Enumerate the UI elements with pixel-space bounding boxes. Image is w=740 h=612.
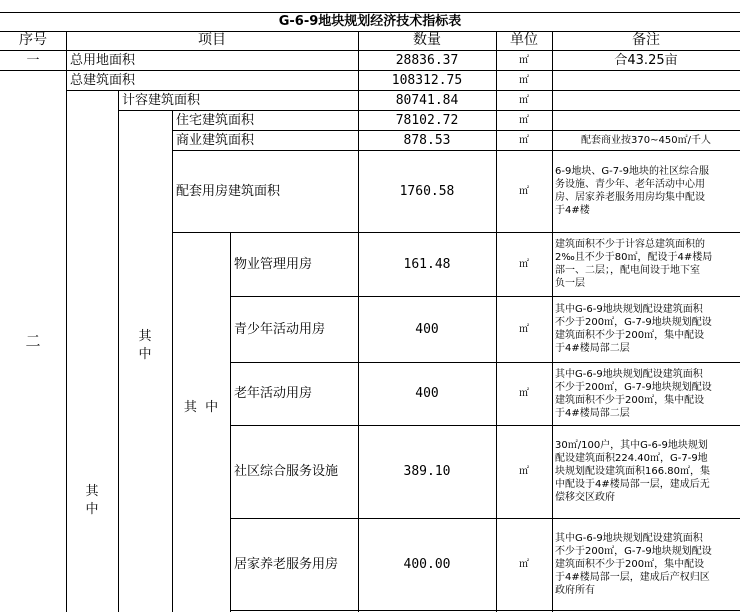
header-unit: 单位 (510, 32, 538, 48)
row11-item: 居家养老服务用房 (234, 556, 339, 572)
row8-qty: 400 (415, 321, 439, 337)
header-item: 项目 (198, 32, 226, 48)
row4-unit: ㎡ (519, 114, 529, 126)
header-note: 备注 (632, 32, 660, 48)
row2-unit: ㎡ (519, 74, 529, 86)
table-title: G-6-9地块规划经济技术指标表 (278, 14, 462, 29)
row1-unit: ㎡ (519, 54, 529, 66)
row10-qty: 389.10 (403, 464, 451, 479)
row10-item: 社区综合服务设施 (234, 464, 339, 479)
row9-unit: ㎡ (519, 388, 529, 399)
row8-note: 其中G-6-9地块规划配设建筑面积 不少于200㎡，G-7-9地块规划配设 建筑面积不少于200㎡，集中配设 于4#楼局部二层 (555, 304, 712, 354)
row1-note: 合43.25亩 (614, 52, 678, 68)
row11-note: 其中G-6-9地块规划配设建筑面积 不少于200㎡，G-7-9地块规划配设 建筑面积不少于200㎡，集中配设 于4#楼局部一层，建成后产权归区 政府所有 (555, 532, 712, 596)
row6-unit: ㎡ (519, 185, 529, 197)
row11-qty: 400.00 (403, 556, 451, 572)
row1-seq: 一 (26, 52, 40, 68)
row6-item: 配套用房建筑面积 (176, 183, 281, 199)
row5-qty: 878.53 (403, 132, 451, 148)
row5-note: 配套商业按370~450㎡/千人 (581, 134, 711, 146)
row5-item: 商业建筑面积 (176, 132, 255, 148)
row10-note: 30㎡/100户，其中G-6-9地块规划 配设建筑面积224.40㎡，G-7-9地 块规划配设建筑面积166.80㎡，集 中配设于4#楼局部一层，建成后无 偿移交区政府 (555, 440, 710, 503)
row3-unit: ㎡ (519, 94, 529, 106)
row2-item: 总建筑面积 (70, 72, 136, 88)
row1-item: 总用地面积 (70, 52, 136, 68)
row7-qty: 161.48 (403, 256, 451, 272)
row6-note: 6-9地块、G-7-9地块的社区综合服 务设施、青少年、老年活动中心用 房、居家养老服务用房均集中配设 于4#楼 (555, 166, 710, 216)
row9-note: 其中G-6-9地块规划配设建筑面积 不少于200㎡，G-7-9地块规划配设 建筑面积不少于200㎡，集中配设 于4#楼局部二层 (555, 368, 712, 419)
row8-item: 青少年活动用房 (234, 321, 326, 337)
row6-qty: 1760.58 (399, 183, 455, 199)
row4-item: 住宅建筑面积 (176, 112, 255, 128)
row1-qty: 28836.37 (395, 52, 459, 68)
row5-unit: ㎡ (519, 134, 529, 146)
row3-qty: 80741.84 (395, 92, 459, 108)
row9-item: 老年活动用房 (234, 386, 313, 401)
header-seq: 序号 (19, 32, 47, 48)
row7-unit: ㎡ (519, 258, 529, 270)
row9-qty: 400 (415, 386, 439, 401)
row3-item: 计容建筑面积 (122, 92, 201, 108)
row7-note: 建筑面积不少于计容总建筑面积的 2‰且不少于80㎡，配设于4#楼局 部一、二层；，配电间设于地下室 负一层 (555, 239, 713, 289)
row8-unit: ㎡ (519, 323, 529, 335)
grid-line (230, 610, 740, 611)
header-qty: 数量 (413, 32, 441, 48)
section-2-seq: 二 (25, 331, 41, 350)
row11-unit: ㎡ (519, 558, 529, 570)
group-qizhong-1: 其 中 (85, 484, 99, 517)
row4-qty: 78102.72 (395, 112, 459, 128)
row7-item: 物业管理用房 (234, 256, 313, 272)
group-qizhong-3: 其 中 (183, 399, 219, 415)
group-qizhong-2: 其 中 (138, 329, 152, 362)
row10-unit: ㎡ (519, 466, 529, 477)
row2-qty: 108312.75 (391, 72, 463, 88)
